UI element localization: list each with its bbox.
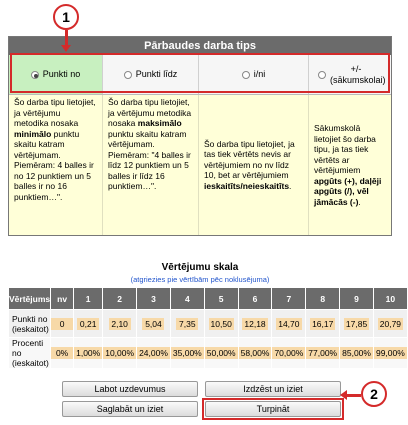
desc-text: Sākumskolā lietojiet šo darba tipu, ja tas tiek vērtēts ar vērtējumiem [314, 123, 376, 175]
desc-text: punktu skaitu katram vērtējumam. Piemēram: 4 balles ir no 12 punktiem un 5 balles ir no 16 punktiem…". [14, 128, 94, 202]
desc-text: Šo darba tipu lietojiet, ja vērtējumu metodika nosaka [108, 97, 192, 128]
table-cell [74, 338, 103, 369]
delete-and-exit-button[interactable]: Izdzēst un iziet [205, 381, 341, 397]
description-points-from [9, 95, 103, 235]
score-value-input[interactable]: 16,17 [312, 318, 334, 329]
table-cell [103, 310, 137, 338]
percent-value-input[interactable]: 1,00% [76, 348, 101, 358]
reset-defaults-link[interactable]: (atgriezies pie vērtībām pēc noklusējuma) [130, 275, 270, 284]
table-header-cell: 10 [373, 288, 407, 310]
description-pass-fail [199, 95, 309, 235]
option-label: Punkti no [42, 69, 81, 79]
save-and-exit-button[interactable]: Saglabāt un iziet [62, 401, 198, 417]
table-cell [373, 310, 407, 338]
table-cell [74, 310, 103, 338]
table-cell [170, 310, 204, 338]
table-header-cell: 7 [272, 288, 306, 310]
percent-value-input[interactable]: 50,00% [206, 348, 236, 358]
table-header-cell: 1 [74, 288, 103, 310]
scale-title: Vērtējumu skala [161, 262, 239, 273]
desc-bold: apgūts (+), daļēji apgūts (/), vēl jāmācās (-) [314, 175, 382, 207]
desc-text: Šo darba tipu lietojiet, ja vērtējumu metodika nosaka [14, 97, 96, 128]
continue-button[interactable]: Turpināt [205, 401, 341, 417]
table-cell [238, 338, 272, 369]
test-type-descriptions [9, 95, 391, 235]
table-cell [137, 310, 171, 338]
table-row [9, 310, 408, 338]
percent-value-input[interactable]: 24,00% [139, 348, 168, 358]
table-cell [51, 338, 74, 369]
option-label: Punkti līdz [135, 69, 178, 79]
callout-badge-2: 2 [361, 381, 387, 407]
desc-text: Šo darba tipu lietojiet, ja tas tiek vērtēts nevis ar vērtējumiem no nv līdz 10, bet ar vērtējumiem [204, 138, 295, 181]
table-header-cell: Vērtējums [9, 288, 51, 310]
table-header-cell: 4 [170, 288, 204, 310]
table-cell [340, 310, 374, 338]
highlight-frame-options [10, 53, 390, 93]
percent-value-input[interactable]: 58,00% [240, 348, 270, 358]
table-cell [51, 310, 74, 338]
score-value-input[interactable]: 2,10 [109, 318, 131, 330]
highlight-frame-continue [202, 398, 344, 420]
edit-tasks-button[interactable]: Labot uzdevumus [62, 381, 198, 397]
table-header-cell: 3 [137, 288, 171, 310]
row-label: Procenti no (ieskaitot) [9, 338, 51, 369]
percent-value-input[interactable]: 85,00% [342, 348, 371, 358]
percent-value-input[interactable]: 70,00% [274, 348, 304, 358]
percent-value-input[interactable]: 0% [51, 347, 73, 359]
score-value-input[interactable]: 7,35 [176, 318, 198, 330]
desc-bold: maksimālo [137, 118, 182, 128]
table-cell [340, 338, 374, 369]
score-value-input[interactable]: 5,04 [142, 318, 164, 330]
table-cell [373, 338, 407, 369]
desc-text: . [289, 180, 292, 191]
table-header-cell: 2 [103, 288, 137, 310]
panel-title: Pārbaudes darba tips [9, 37, 391, 55]
callout-badge-1: 1 [53, 4, 79, 30]
table-cell [238, 310, 272, 338]
table-cell [137, 338, 171, 369]
table-cell [103, 338, 137, 369]
table-header-cell: 8 [306, 288, 340, 310]
table-cell [272, 310, 306, 338]
table-cell [306, 338, 340, 369]
table-cell [306, 310, 340, 338]
percent-value-input[interactable]: 10,00% [105, 348, 135, 358]
score-value-input[interactable]: 12,18 [244, 318, 266, 329]
callout-arrow-1 [65, 30, 68, 46]
callout-arrow-2 [346, 394, 361, 397]
desc-bold: minimālo [14, 128, 52, 139]
desc-text: punktu skaitu katram vērtējumam. Piemēram: "4 balles ir līdz 12 punktiem un 5 balles ir līdz 16 punktiem…". [108, 128, 191, 191]
row-label: Punkti no (ieskaitot) [9, 310, 51, 338]
score-value-input[interactable]: 10,50 [210, 318, 232, 329]
option-label: +/- (sākumskolai) [330, 63, 386, 85]
table-header-cell: 6 [238, 288, 272, 310]
table-header-cell: nv [51, 288, 74, 310]
percent-value-input[interactable]: 35,00% [172, 348, 202, 358]
table-header-cell: 9 [340, 288, 374, 310]
grade-scale-table [8, 287, 408, 369]
table-cell [170, 338, 204, 369]
table-cell [204, 310, 238, 338]
option-label: i/ni [253, 69, 266, 79]
description-points-to [103, 95, 199, 235]
percent-value-input[interactable]: 77,00% [308, 348, 338, 358]
table-cell [272, 338, 306, 369]
score-value-input[interactable]: 14,70 [278, 318, 300, 329]
desc-text: . [358, 196, 361, 207]
percent-value-input[interactable]: 99,00% [375, 348, 405, 358]
table-header-row [9, 288, 408, 310]
table-header-cell: 5 [204, 288, 238, 310]
table-row [9, 338, 408, 369]
score-value-input[interactable]: 0,21 [77, 318, 99, 330]
score-value-input[interactable]: 20,79 [379, 318, 402, 329]
score-value-input[interactable]: 17,85 [345, 318, 368, 329]
description-plus-minus [309, 95, 391, 235]
score-value-input[interactable]: 0 [51, 318, 73, 330]
table-cell [204, 338, 238, 369]
desc-bold: ieskaitīts/neieskaitīts [204, 180, 290, 191]
